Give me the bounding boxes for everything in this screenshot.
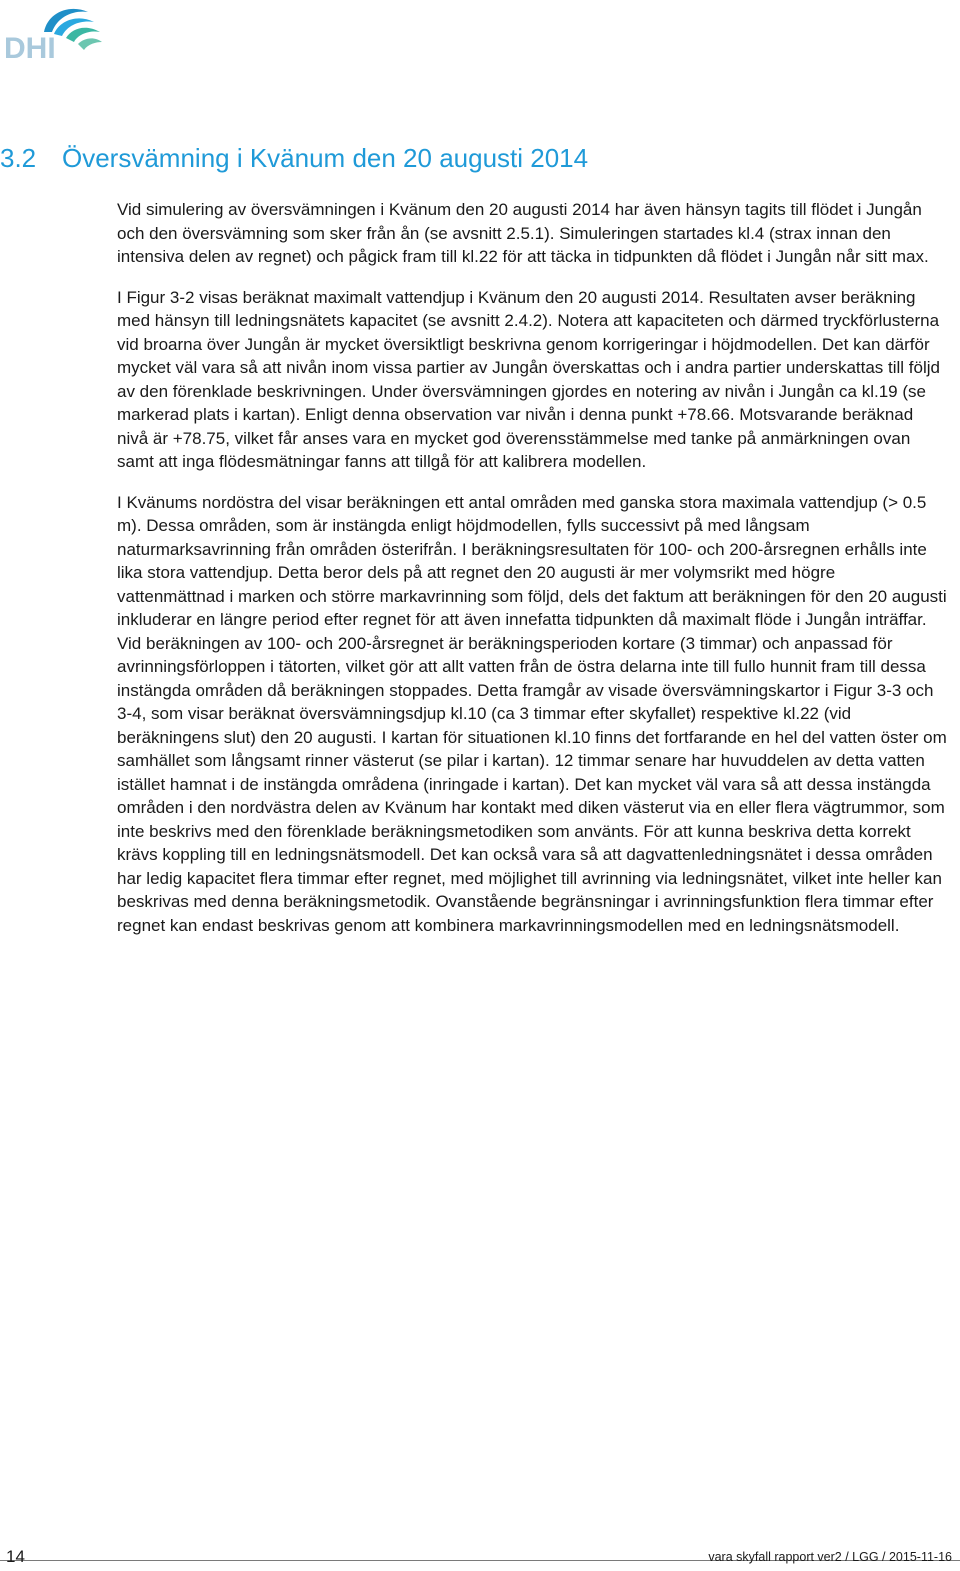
- section-heading: [0, 143, 588, 174]
- section-number: 3.2: [0, 143, 37, 173]
- body-text: [117, 198, 947, 954]
- svg-text:DHI: DHI: [4, 32, 56, 64]
- paragraph: Vid simulering av översvämningen i Kvänum den 20 augusti 2014 har även hänsyn tagits till flödet i Jungån och den översvämning som sker från ån (se avsnitt 2.5.1). Simuleringen startades kl.4 (strax innan den intensiva delen av regnet) och pågick fram till kl.22 för att täcka in tidpunkten då flödet i Jungån når sitt max.: [117, 200, 929, 266]
- paragraph: I Kvänums nordöstra del visar beräkningen ett antal områden med ganska stora maximala vattendjup (> 0.5 m). Dessa områden, som är instängda enligt höjdmodellen, fylls successivt på med långsam naturmarksavrinning från områden österifrån. I beräkningsresultaten för 100- och 200-årsregnen erhålls inte lika stora vattendjup. Detta beror dels på att regnet den 20 augusti är mer volymsrikt med högre vattenmättnad i marken och större markavrinning som följd, dels det faktum att beräkningen för den 20 augusti inkluderar en längre period efter regnet för att även innefatta tidpunkten då maximalt flöde i Jungån inträffar. Vid beräkningen av 100- och 200-årsregnet är beräkningsperioden kortare (3 timmar) och anpassad för avrinningsförloppen i tätorten, vilket gör att allt vatten från de östra delarna inte till fullo hunnit fram till dessa instängda områden då beräkningen stoppades. Detta framgår av visade översvämningskartor i Figur 3-3 och 3-4, som visar beräknat översvämningsdjup kl.10 (ca 3 timmar efter skyfallet) respektive kl.22 (vid beräkningens slut) den 20 augusti. I kartan för situationen kl.10 finns det fortfarande en hel del vatten öster om samhället som långsamt rinner västerut (se pilar i kartan). 12 timmar senare har huvuddelen av detta vatten istället hamnat i de instängda områdena (inringade i kartan). Det kan mycket väl vara så att dessa instängda områden i den nordvästra delen av Kvänum har kontakt med diken västerut via en eller flera vägtrummor, som inte beskrivs med den förenklade beräkningsmetodiken som använts. För att kunna beskriva detta korrekt krävs koppling till en ledningsnätsmodell. Det kan också vara så att dagvattenledningsnätet i dessa områden har ledig kapacitet flera timmar efter regnet, med möjlighet till avrinning via ledningsnätet, vilket inte heller kan beskrivas med denna beräkningsmetodik. Ovanstående begränsningar i avrinningsfunktion flera timmar efter regnet kan endast beskrivas genom att kombinera markavrinningsmodellen med en ledningsnätsmodell.: [117, 492, 947, 935]
- page-number: 14: [6, 1547, 25, 1566]
- footer-document-label: vara skyfall rapport ver2 / LGG / 2015-11-16: [708, 1550, 952, 1564]
- section-title: Översvämning i Kvänum den 20 augusti 2014: [62, 143, 589, 173]
- paragraph: I Figur 3-2 visas beräknat maximalt vattendjup i Kvänum den 20 augusti 2014. Resultaten avser beräkning med hänsyn till ledningsnätets kapacitet (se avsnitt 2.4.2). Notera att kapaciteten och därmed tryckförlusterna vid broarna över Jungån är mycket översiktligt beskrivna genom korrigeringar i höjdmodellen. Det kan därför mycket väl vara så att nivån inom vissa partier av Jungån överskattas och i andra partier underskattas till följd av den förenklade beskrivningen. Under översvämningen gjordes en notering av nivån i Jungån ca kl.19 (se markerad plats i kartan). Enligt denna observation var nivån i denna punkt +78.66. Motsvarande beräknad nivå är +78.75, vilket får anses vara en mycket god överensstämmelse med tanke på anmärkningen ovan samt att inga flödesmätningar fanns att tillgå för att kalibrera modellen.: [117, 287, 940, 471]
- dhi-logo: [4, 2, 104, 64]
